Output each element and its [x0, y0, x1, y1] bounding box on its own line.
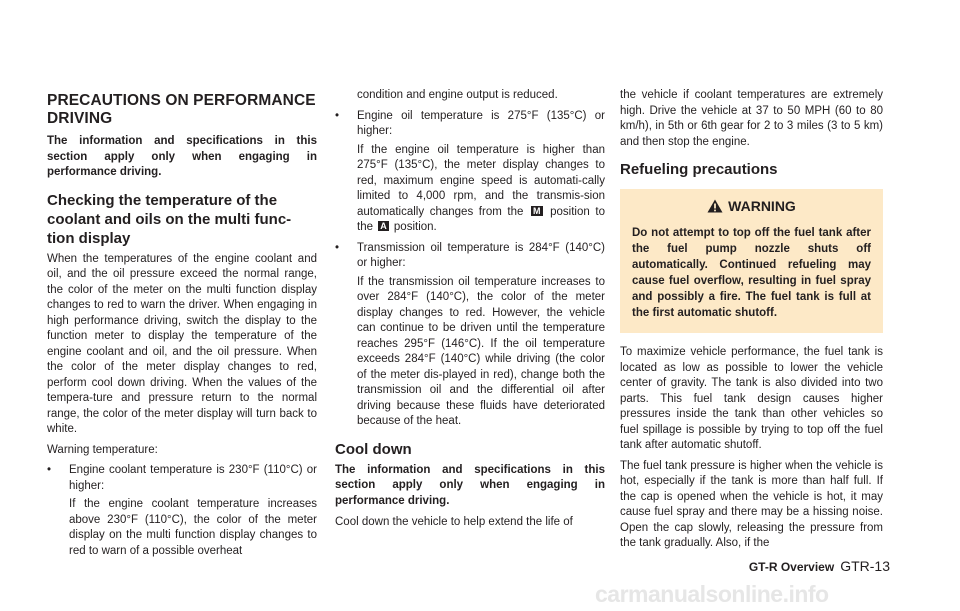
bullet-body-text: If the engine oil temperature is higher than 275°F (135°C), the meter display changes to red, maximum engine speed is automati-cally limited to 4,000 rpm, and the transmis-sion automatically changes from the [357, 143, 605, 218]
subsection-title: Checking the temperature of the coolant and oils on the multi func-tion display [47, 191, 292, 247]
a-position-box: A [380, 221, 387, 231]
cooldown-intro: The information and specifications in this section apply only when engaging in performance driving. [335, 463, 605, 507]
paragraph: To maximize vehicle performance, the fuel tank is located as low as possible to lower the vehicle center of gravity. The tank is also divided into two parts. This fuel tank design causes higher pressures inside the tank than other vehicles so fuel spillage is possible by trying to top off the fuel tank after automatic shutoff. [620, 346, 883, 451]
bullet-dot: • [335, 109, 340, 122]
m-position-box: M [533, 205, 541, 216]
column-3 [620, 88, 883, 557]
refueling-title: Refueling precautions [620, 161, 778, 178]
warning-box [620, 189, 883, 333]
bullet-body-text: position to the [357, 205, 605, 233]
footer-section: GT-R Overview [748, 560, 835, 574]
bullet-dot: • [47, 464, 52, 476]
bullet-dot: • [335, 241, 340, 254]
paragraph: When the temperatures of the engine coolant and oil, and the oil pressure exceed the normal range, the color of the meter on the multi function display changes to red to warn the driver. When engaging in high performance driving, switch the display to the function meter to display the temperature of the engine coolant and oil, and the oil pressure. When the color of the meter display changes to red, perform cool down driving. When the values of the tempera-ture and pressure return to the normal range, the color of the meter display will turn back to white. [47, 252, 317, 435]
page-footer [740, 558, 890, 574]
paragraph: the vehicle if coolant temperatures are extremely high. Drive the vehicle at 37 to 50 MPH (60 to 80 km/h), in 5th or 6th gear for 2 to 3 miles (3 to 5 km) and then stop the engine. [620, 89, 883, 148]
bullet-title: Engine coolant temperature is 230°F (110°C) or higher: [69, 464, 317, 492]
column-1 [47, 88, 317, 564]
bullet-item [335, 241, 605, 430]
bullet-body: If the engine coolant temperature increases above 230°F (110°C), the color of the meter display on the multi function display changes to red to warn of a possible overheat [69, 498, 317, 557]
warning-triangle-icon [707, 199, 723, 217]
bullet-body: If the transmission oil temperature increases to over 284°F (140°C), the color of the meter display changes to red. However, the vehicle can continue to be driven until the temperature reaches 295°F (146°C). If the oil temperature exceeds 284°F (140°C) while driving (the color of the meter dis-played in red), change both the transmission oil and the differential oil after driving because these fluids have deteriorated because of the heat. [357, 275, 605, 427]
warning-text: Do not attempt to top off the fuel tank after the fuel pump nozzle shuts off automatically. Continued refueling may cause fuel overflow, resulting in fuel spray and possibly a fire. The fuel tank is full at the first automatic shutoff. [632, 227, 871, 319]
warning-temperature-label: Warning temperature: [47, 443, 158, 456]
bullet-item [335, 109, 605, 236]
bullet-item [47, 463, 317, 559]
cooldown-title: Cool down [335, 440, 412, 458]
bullet-body [357, 143, 605, 236]
warning-label: WARNING [728, 198, 796, 214]
warning-header [632, 197, 871, 217]
watermark: carmanualsonline.info [595, 581, 829, 607]
bullet-title: Engine oil temperature is 275°F (135°C) or higher: [357, 109, 605, 137]
bullet-continuation: condition and engine output is reduced. [357, 89, 558, 101]
page-number: GTR-13 [840, 558, 890, 574]
cooldown-body: Cool down the vehicle to help extend the life of [335, 516, 573, 528]
bullet-body-text: position. [393, 221, 437, 233]
column-2 [335, 88, 605, 536]
paragraph: The fuel tank pressure is higher when the vehicle is hot, especially if the tank is more than half full. If the cap is opened when the vehicle is hot, it may cause fuel spray and there may be a hissing noise. Open the cap slowly, releasing the pressure from the tank gradually. Also, if the [620, 459, 883, 549]
section-intro: The information and specifications in this section apply only when engaging in performance driving. [47, 135, 317, 178]
bullet-title: Transmission oil temperature is 284°F (140°C) or higher: [357, 241, 605, 269]
section-title: PRECAUTIONS ON PERFORMANCE DRIVING [47, 92, 316, 127]
